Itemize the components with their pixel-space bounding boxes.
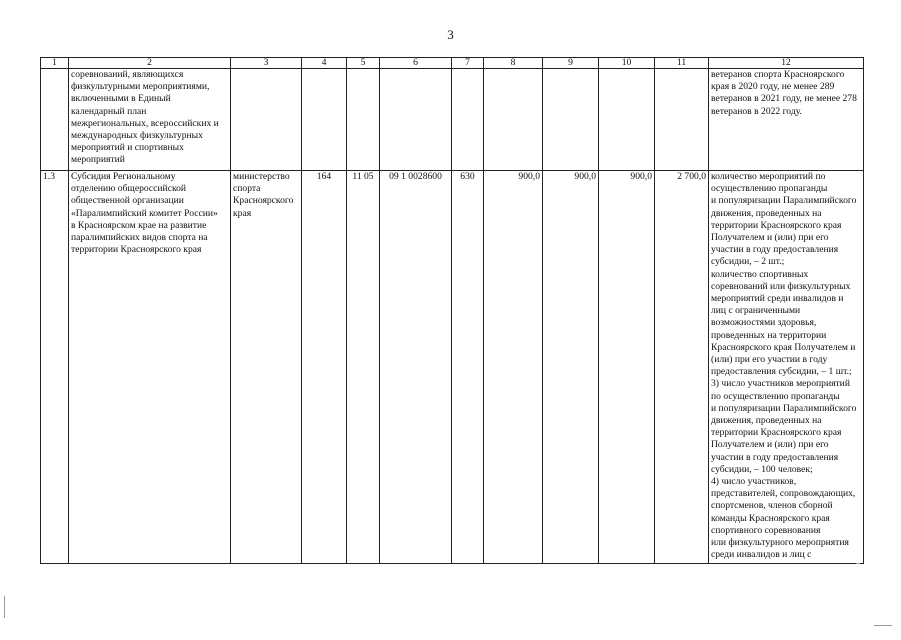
table-row-continued	[41, 69, 864, 171]
cell-empty	[484, 69, 543, 171]
scan-mark	[4, 596, 5, 618]
column-number-row	[41, 58, 864, 69]
column-number: 7	[452, 58, 484, 69]
cell-activity-name: соревнований, являющихся физкультурными мероприятиями, включенными в Единый календарный план межрегиональных, всероссийских и международных физкультурных мероприятий и спортивных мероприятий	[69, 69, 231, 171]
cell-empty	[41, 69, 69, 171]
cell-result: количество мероприятий по осуществлению пропаганды и популяризации Паралимпийского движения, проведенных на территории Красноярского края Получателем и (или) при его участии в году предоставления субсидии, – 2 шт.; количество спортивных соревнований или физкультурных мероприятий среди инвалидов и лиц с ограниченными возможностями здоровья, проведенных на территории Красноярского края Получателем и (или) при его участии в году предоставления субсидии, – 1 шт.; 3) число участников мероприятий по осуществлению пропаганды и популяризации Паралимпийского движения, проведенных на территории Красноярского края Получателем и (или) при его участии в году предоставления субсидии, – 100 человек; 4) число участников, представителей, сопровождающих, спортсменов, членов сборной команды Красноярского края спортивного соревнования или физкультурного мероприятия среди инвалидов и лиц с	[709, 171, 864, 564]
cell-executor: министерство спорта Красноярского края	[231, 171, 302, 564]
column-number: 5	[347, 58, 380, 69]
column-number: 6	[380, 58, 452, 69]
cell-empty	[543, 69, 599, 171]
scan-mark	[874, 625, 892, 626]
column-number: 10	[599, 58, 655, 69]
cell-empty	[302, 69, 347, 171]
cell-year-2021: 900,0	[543, 171, 599, 564]
cell-empty	[452, 69, 484, 171]
cell-empty	[380, 69, 452, 171]
cell-csr: 09 1 0028600	[380, 171, 452, 564]
cell-year-2022: 900,0	[599, 171, 655, 564]
cell-total: 2 700,0	[655, 171, 709, 564]
column-number: 9	[543, 58, 599, 69]
cell-empty	[347, 69, 380, 171]
column-number: 8	[484, 58, 543, 69]
page-number: 3	[447, 27, 454, 42]
column-number: 3	[231, 58, 302, 69]
cell-activity-name: Субсидия Региональному отделению общероссийской общественной организации «Паралимпийский комитет России» в Красноярском крае на развитие паралимпийских видов спорта на территории Красноярского края	[69, 171, 231, 564]
cell-empty	[599, 69, 655, 171]
cell-year-2020: 900,0	[484, 171, 543, 564]
cell-empty	[231, 69, 302, 171]
table-row-1-3	[41, 171, 864, 564]
column-number: 2	[69, 58, 231, 69]
cell-result: ветеранов спорта Красноярского края в 2020 году, не менее 289 ветеранов в 2021 году, не менее 278 ветеранов в 2022 году.	[709, 69, 864, 171]
scan-mark	[856, 563, 860, 564]
cell-empty	[655, 69, 709, 171]
cell-row-number: 1.3	[41, 171, 69, 564]
budget-table	[40, 57, 864, 564]
column-number: 12	[709, 58, 864, 69]
column-number: 1	[41, 58, 69, 69]
cell-grbs: 164	[302, 171, 347, 564]
column-number: 11	[655, 58, 709, 69]
cell-vr: 630	[452, 171, 484, 564]
cell-rzpr: 11 05	[347, 171, 380, 564]
column-number: 4	[302, 58, 347, 69]
